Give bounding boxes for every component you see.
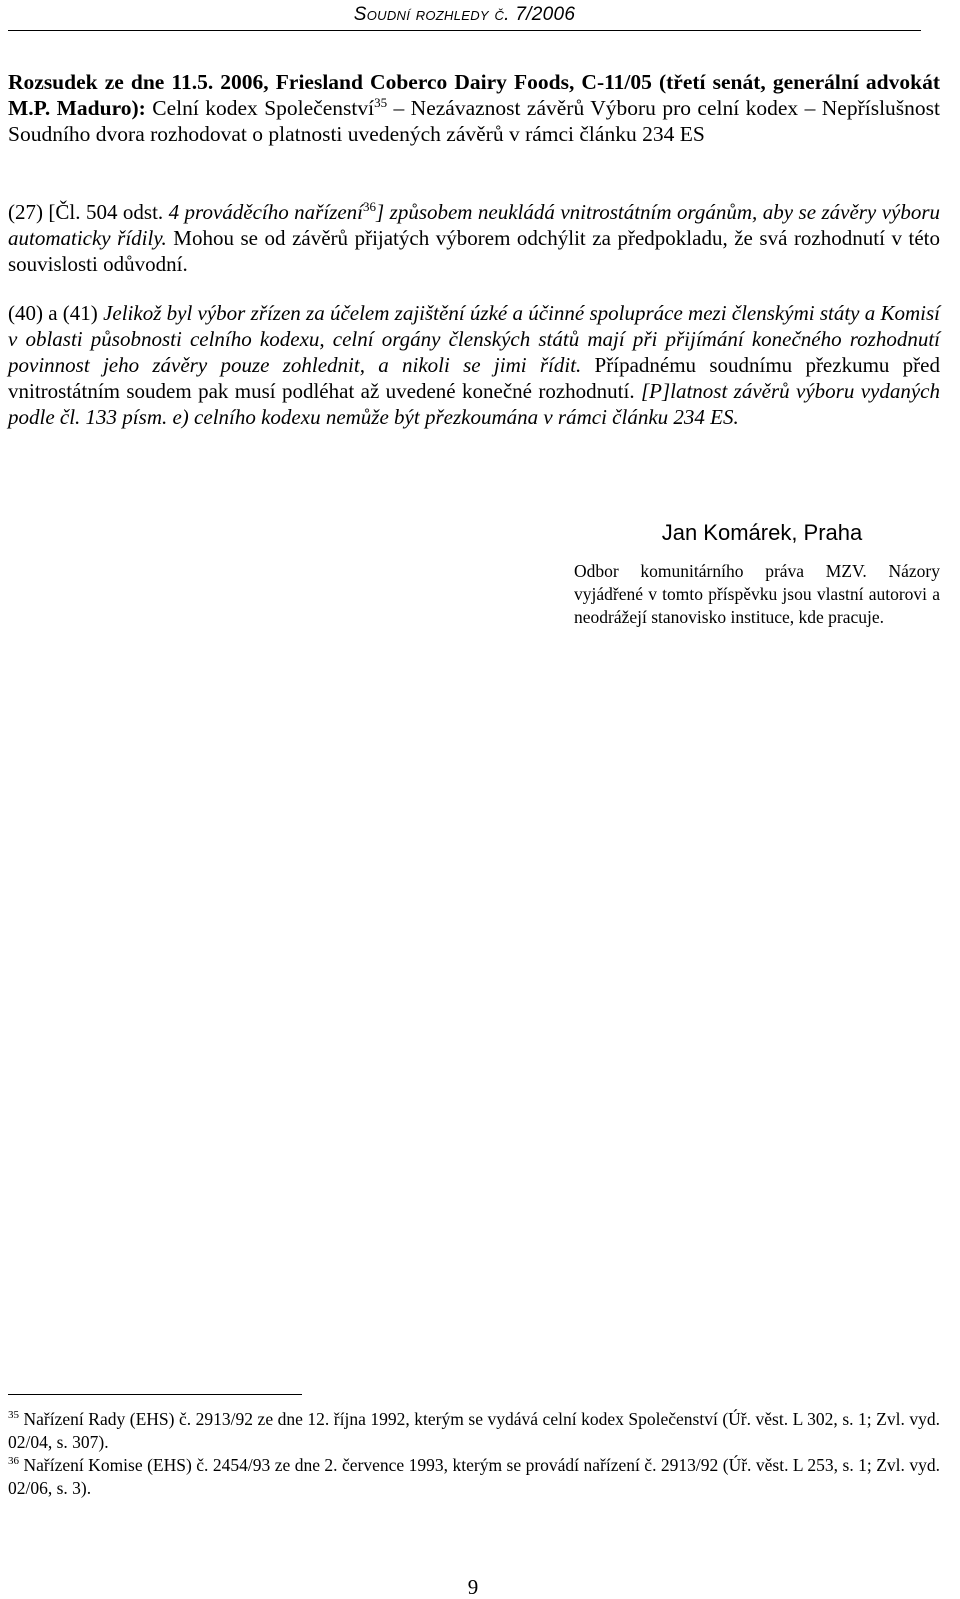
quote-paragraph-27	[8, 199, 940, 277]
author-block	[574, 518, 940, 629]
decision-citation: Rozsudek ze dne 11.5. 2006, Friesland Coberco Dairy Foods, C-11/05 (třetí senát, generální advokát M.P. Maduro):	[8, 70, 940, 120]
quote-text: Případnému soudnímu přezkumu před vnitrostátním soudem pak musí podléhat až uvedené konečné rozhodnutí.	[8, 353, 940, 403]
paragraph-ref: (27) [Čl. 504 odst.	[8, 200, 169, 224]
page-number: 9	[467, 1575, 479, 1599]
footnote-text: Nařízení Rady (EHS) č. 2913/92 ze dne 12. října 1992, kterým se vydává celní kodex Společenství (Úř. věst. L 302, s. 1; Zvl. vyd. 02/04, s. 307).	[8, 1409, 940, 1452]
author-name: Jan Komárek, Praha	[661, 520, 863, 545]
quote-italic-b: ] způsobem neukládá vnitrostátním orgánům, aby se závěry výboru automaticky řídily.	[8, 200, 941, 250]
footnote-number: 35	[8, 1409, 19, 1421]
footnote-number: 36	[8, 1455, 19, 1467]
quote-italic-a: 4 prováděcího nařízení	[168, 200, 364, 224]
footnote-36	[8, 1454, 940, 1500]
quote-paragraph-40-41	[8, 300, 940, 430]
decision-keywords-b: – Nezávaznost závěrů Výboru pro celní kodex – Nepříslušnost Soudního dvora rozhodovat o platnosti uvedených závěrů v rámci článku 234 ES	[8, 96, 941, 146]
quote-italic-b: [P]latnost závěrů výboru vydaných podle čl. 133 písm. e) celního kodexu nemůže být přezkoumána v rámci článku 234 ES.	[8, 379, 940, 429]
quote-italic-a: Jelikož byl výbor zřízen za účelem zajištění úzké a účinné spolupráce mezi členskými státy a Komisí v oblasti působnosti celního kodexu, celní orgány členských států mají při přijímání konečného rozhodnutí povinnost jeho závěry pouze zohlednit, a nikoli se jimi řídit.	[8, 301, 941, 377]
decision-keywords-a: Celní kodex Společenství	[145, 96, 375, 120]
footnotes	[8, 1408, 940, 1500]
footnote-ref-36[interactable]: 36	[363, 199, 377, 214]
paragraph-ref: (40) a (41)	[8, 301, 104, 325]
footnote-35	[8, 1408, 940, 1454]
footnote-text: Nařízení Komise (EHS) č. 2454/93 ze dne 2. července 1993, kterým se provádí nařízení č. 2913/92 (Úř. věst. L 253, s. 1; Zvl. vyd. 02/06, s. 3).	[8, 1455, 941, 1498]
author-affiliation-note: Odbor komunitárního práva MZV. Názory vyjádřené v tomto příspěvku jsou vlastní autorovi a neodrážejí stanovisko instituce, kde pracuje.	[574, 561, 940, 627]
decision-heading	[8, 69, 940, 147]
quote-text: Mohou se od závěrů přijatých výborem odchýlit za předpokladu, že svá rozhodnutí v této souvislosti odůvodní.	[8, 226, 940, 276]
running-title: Soudní rozhledy č. 7/2006	[353, 4, 576, 25]
footnote-separator	[8, 1394, 302, 1395]
running-header	[8, 2, 921, 31]
footnote-ref-35[interactable]: 35	[374, 95, 388, 110]
